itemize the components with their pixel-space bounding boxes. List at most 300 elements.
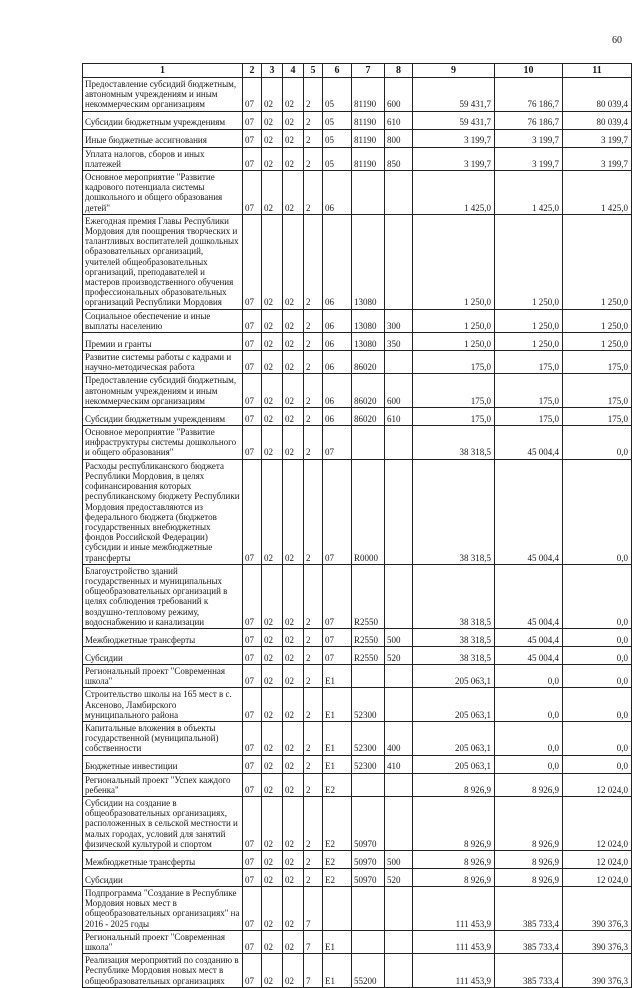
amount-cell: 59 431,7 [413,111,495,129]
code-cell: 07 [243,147,262,170]
column-header: 10 [495,64,563,78]
amount-cell: 1 250,0 [413,214,495,309]
code-cell: 13080 [352,309,385,332]
code-cell: 02 [262,564,283,628]
item-name-cell: Региональный проект "Современная школа" [83,930,243,953]
column-header: 9 [413,64,495,78]
code-cell: 07 [243,886,262,930]
code-cell: 02 [283,129,304,147]
table-row [83,628,632,646]
amount-cell: 1 250,0 [563,214,632,309]
code-cell: 07 [243,628,262,646]
code-cell [385,564,413,628]
amount-cell: 3 199,7 [413,147,495,170]
code-cell: E1 [323,954,352,988]
amount-cell: 3 199,7 [495,147,563,170]
code-cell: 800 [385,129,413,147]
code-cell [385,459,413,564]
amount-cell: 80 039,4 [563,78,632,112]
amount-cell: 8 926,9 [495,850,563,868]
item-name-cell: Субсидии на создание в общеобразовательных организациях, расположенных в сельской местности и малых городах, условий для занятий физической культурой и спортом [83,796,243,850]
code-cell: 610 [385,408,413,426]
code-cell: 520 [385,646,413,664]
amount-cell: 8 926,9 [413,868,495,886]
code-cell: 81190 [352,78,385,112]
amount-cell: 1 425,0 [413,171,495,215]
amount-cell: 45 004,4 [495,628,563,646]
code-cell: 2 [304,564,323,628]
code-cell: 02 [283,309,304,332]
code-cell: 2 [304,374,323,408]
item-name-cell: Межбюджетные трансферты [83,850,243,868]
code-cell: 2 [304,129,323,147]
code-cell: 13080 [352,333,385,351]
code-cell: 86020 [352,408,385,426]
amount-cell: 8 926,9 [495,868,563,886]
code-cell: 06 [323,309,352,332]
amount-cell: 111 453,9 [413,886,495,930]
amount-cell: 385 733,4 [495,954,563,988]
code-cell: 07 [243,374,262,408]
amount-cell: 1 425,0 [563,171,632,215]
code-cell: 02 [262,78,283,112]
code-cell: E1 [323,755,352,773]
code-cell: 02 [283,374,304,408]
table-row [83,886,632,930]
amount-cell: 8 926,9 [413,773,495,796]
amount-cell: 38 318,5 [413,459,495,564]
code-cell: 13080 [352,214,385,309]
amount-cell: 205 063,1 [413,688,495,722]
code-cell [352,930,385,953]
table-row [83,408,632,426]
amount-cell: 45 004,4 [495,646,563,664]
amount-cell: 111 453,9 [413,954,495,988]
code-cell: 07 [323,564,352,628]
amount-cell: 0,0 [563,646,632,664]
code-cell: E2 [323,868,352,886]
code-cell: 02 [262,426,283,460]
code-cell [323,886,352,930]
amount-cell: 385 733,4 [495,930,563,953]
amount-cell: 175,0 [495,374,563,408]
code-cell: 06 [323,374,352,408]
amount-cell: 1 250,0 [413,309,495,332]
code-cell: 2 [304,351,323,374]
code-cell: 02 [283,721,304,755]
amount-cell: 1 425,0 [495,171,563,215]
amount-cell: 205 063,1 [413,755,495,773]
code-cell: 02 [262,954,283,988]
amount-cell: 1 250,0 [495,214,563,309]
amount-cell: 8 926,9 [495,773,563,796]
code-cell [385,773,413,796]
item-name-cell: Расходы республиканского бюджета Республики Мордовия, в целях софинансирования которых республиканскому бюджету Республики Мордовия предоставляются из федерального бюджета (бюджетов государственных внебюджетных фондов Российской Федерации) субсидии и иные межбюджетные трансферты [83,459,243,564]
amount-cell: 3 199,7 [563,147,632,170]
code-cell: 86020 [352,374,385,408]
table-row [83,459,632,564]
amount-cell: 0,0 [563,426,632,460]
header-row [83,64,632,78]
amount-cell: 8 926,9 [413,796,495,850]
code-cell: 52300 [352,755,385,773]
code-cell: 02 [262,721,283,755]
code-cell: 2 [304,664,323,687]
column-header: 4 [283,64,304,78]
code-cell: 07 [243,171,262,215]
code-cell: 07 [323,628,352,646]
code-cell: 07 [243,78,262,112]
code-cell: 02 [262,214,283,309]
code-cell: 520 [385,868,413,886]
code-cell: E1 [323,930,352,953]
code-cell: 02 [262,755,283,773]
code-cell: 81190 [352,129,385,147]
code-cell: 02 [283,886,304,930]
column-header: 2 [243,64,262,78]
code-cell: 07 [243,214,262,309]
code-cell: 50970 [352,868,385,886]
code-cell: 07 [243,426,262,460]
code-cell [352,426,385,460]
table-row [83,129,632,147]
amount-cell: 3 199,7 [563,129,632,147]
table-row [83,426,632,460]
amount-cell: 45 004,4 [495,564,563,628]
code-cell [385,426,413,460]
code-cell: 02 [283,147,304,170]
code-cell: E2 [323,850,352,868]
code-cell: 02 [283,796,304,850]
code-cell: 7 [304,930,323,953]
code-cell: 2 [304,868,323,886]
item-name-cell: Межбюджетные трансферты [83,628,243,646]
amount-cell: 175,0 [495,408,563,426]
column-header: 11 [563,64,632,78]
item-name-cell: Субсидии [83,646,243,664]
code-cell: 2 [304,688,323,722]
table-row [83,868,632,886]
code-cell [385,796,413,850]
table-row [83,850,632,868]
code-cell: E2 [323,773,352,796]
code-cell: 02 [262,408,283,426]
code-cell [352,171,385,215]
item-name-cell: Капитальные вложения в объекты государственной (муниципальной) собственности [83,721,243,755]
table-row [83,755,632,773]
amount-cell: 38 318,5 [413,646,495,664]
table-row [83,954,632,988]
code-cell: 7 [304,954,323,988]
code-cell: 02 [262,646,283,664]
amount-cell: 12 024,0 [563,850,632,868]
item-name-cell: Благоустройство зданий государственных и муниципальных общеобразовательных организаций в целях соблюдения требований к воздушно-тепловому режиму, водоснабжению и канализации [83,564,243,628]
code-cell: 600 [385,374,413,408]
code-cell: 02 [262,930,283,953]
code-cell: 07 [323,646,352,664]
code-cell: 2 [304,646,323,664]
code-cell: 02 [283,646,304,664]
code-cell: 02 [262,111,283,129]
code-cell: 07 [243,850,262,868]
code-cell: 50970 [352,850,385,868]
code-cell [385,930,413,953]
table-row [83,721,632,755]
code-cell: 07 [243,459,262,564]
code-cell: 02 [262,886,283,930]
amount-cell: 390 376,3 [563,886,632,930]
code-cell: 02 [283,564,304,628]
code-cell: 02 [283,214,304,309]
item-name-cell: Бюджетные инвестиции [83,755,243,773]
code-cell: 06 [323,214,352,309]
amount-cell: 38 318,5 [413,426,495,460]
code-cell [385,886,413,930]
amount-cell: 38 318,5 [413,628,495,646]
code-cell: E1 [323,664,352,687]
amount-cell: 175,0 [563,374,632,408]
code-cell: 7 [304,886,323,930]
code-cell: 02 [262,129,283,147]
amount-cell: 390 376,3 [563,954,632,988]
code-cell: 02 [283,755,304,773]
code-cell: 02 [283,628,304,646]
item-name-cell: Субсидии [83,868,243,886]
code-cell: 2 [304,214,323,309]
code-cell: 07 [243,755,262,773]
amount-cell: 1 250,0 [563,333,632,351]
amount-cell: 1 250,0 [495,333,563,351]
amount-cell: 12 024,0 [563,773,632,796]
code-cell: 07 [243,646,262,664]
code-cell: 07 [243,111,262,129]
table-row [83,773,632,796]
item-name-cell: Предоставление субсидий бюджетным, автономным учреждениям и иным некоммерческим организациям [83,78,243,112]
item-name-cell: Иные бюджетные ассигнования [83,129,243,147]
amount-cell: 0,0 [563,755,632,773]
table-row [83,147,632,170]
item-name-cell: Социальное обеспечение и иные выплаты населению [83,309,243,332]
code-cell: R2550 [352,628,385,646]
code-cell: 02 [262,147,283,170]
code-cell: 2 [304,171,323,215]
code-cell: E1 [323,688,352,722]
code-cell: 2 [304,408,323,426]
code-cell: 02 [262,459,283,564]
amount-cell: 175,0 [413,351,495,374]
code-cell: 07 [243,351,262,374]
code-cell: 07 [243,664,262,687]
amount-cell: 205 063,1 [413,721,495,755]
column-header: 5 [304,64,323,78]
code-cell: 02 [283,954,304,988]
code-cell: 2 [304,850,323,868]
code-cell: 07 [323,426,352,460]
code-cell: 81190 [352,147,385,170]
code-cell: 02 [283,351,304,374]
code-cell [352,886,385,930]
amount-cell: 80 039,4 [563,111,632,129]
code-cell: 02 [283,111,304,129]
code-cell: 02 [283,171,304,215]
code-cell: 07 [323,459,352,564]
item-name-cell: Субсидии бюджетным учреждениям [83,408,243,426]
budget-table [82,63,632,988]
code-cell: 02 [262,374,283,408]
code-cell: 07 [243,333,262,351]
amount-cell: 12 024,0 [563,868,632,886]
amount-cell: 175,0 [413,374,495,408]
item-name-cell: Развитие системы работы с кадрами и научно-методическая работа [83,351,243,374]
code-cell: 350 [385,333,413,351]
amount-cell: 45 004,4 [495,459,563,564]
code-cell: 06 [323,408,352,426]
code-cell: 2 [304,111,323,129]
code-cell: 86020 [352,351,385,374]
code-cell: 02 [262,796,283,850]
table-row [83,351,632,374]
amount-cell: 3 199,7 [495,129,563,147]
code-cell [385,351,413,374]
code-cell: 02 [262,333,283,351]
amount-cell: 0,0 [495,664,563,687]
code-cell: 2 [304,333,323,351]
code-cell: 02 [262,171,283,215]
code-cell: R2550 [352,646,385,664]
code-cell: 07 [243,564,262,628]
amount-cell: 0,0 [563,664,632,687]
page-number: 60 [612,35,622,46]
table-row [83,78,632,112]
amount-cell: 1 250,0 [495,309,563,332]
code-cell: 02 [283,426,304,460]
table-row [83,333,632,351]
code-cell: 50970 [352,796,385,850]
amount-cell: 0,0 [563,564,632,628]
code-cell: 06 [323,333,352,351]
code-cell: 02 [283,688,304,722]
code-cell: 07 [243,773,262,796]
column-header: 6 [323,64,352,78]
item-name-cell: Основное мероприятие "Развитие инфраструктуры системы дошкольного и общего образования" [83,426,243,460]
column-header: 3 [262,64,283,78]
amount-cell: 38 318,5 [413,564,495,628]
table-row [83,646,632,664]
code-cell: 07 [243,930,262,953]
code-cell: R0000 [352,459,385,564]
table-row [83,796,632,850]
code-cell: 02 [262,773,283,796]
item-name-cell: Региональный проект "Успех каждого ребенка" [83,773,243,796]
item-name-cell: Строительство школы на 165 мест в с. Аксеново, Ламбирского муниципального района [83,688,243,722]
code-cell: 2 [304,426,323,460]
amount-cell: 175,0 [495,351,563,374]
amount-cell: 0,0 [563,721,632,755]
code-cell: 2 [304,773,323,796]
code-cell: 07 [243,408,262,426]
code-cell [385,214,413,309]
code-cell: 850 [385,147,413,170]
amount-cell: 175,0 [563,408,632,426]
amount-cell: 1 250,0 [563,309,632,332]
amount-cell: 175,0 [563,351,632,374]
amount-cell: 205 063,1 [413,664,495,687]
code-cell: 02 [283,459,304,564]
code-cell: 05 [323,111,352,129]
amount-cell: 0,0 [563,459,632,564]
code-cell: R2550 [352,564,385,628]
code-cell [385,664,413,687]
code-cell: 07 [243,129,262,147]
amount-cell: 175,0 [413,408,495,426]
code-cell: 07 [243,954,262,988]
column-header: 7 [352,64,385,78]
item-name-cell: Реализация мероприятий по созданию в Республике Мордовия новых мест в общеобразовательных организациях [83,954,243,988]
code-cell: 610 [385,111,413,129]
amount-cell: 1 250,0 [413,333,495,351]
amount-cell: 0,0 [495,755,563,773]
code-cell: 02 [283,850,304,868]
amount-cell: 45 004,4 [495,426,563,460]
code-cell: 2 [304,755,323,773]
code-cell: 410 [385,755,413,773]
code-cell: 2 [304,459,323,564]
item-name-cell: Субсидии бюджетным учреждениям [83,111,243,129]
code-cell: 06 [323,171,352,215]
table-row [83,374,632,408]
code-cell: 05 [323,78,352,112]
code-cell: 02 [262,309,283,332]
code-cell: 400 [385,721,413,755]
item-name-cell: Подпрограмма "Создание в Республике Мордовия новых мест в общеобразовательных организациях" на 2016 - 2025 годы [83,886,243,930]
amount-cell: 76 186,7 [495,78,563,112]
table-body [83,78,632,988]
code-cell: 300 [385,309,413,332]
code-cell: 2 [304,628,323,646]
code-cell: 05 [323,129,352,147]
code-cell [352,773,385,796]
item-name-cell: Предоставление субсидий бюджетным, автономным учреждениям и иным некоммерческим организациям [83,374,243,408]
item-name-cell: Ежегодная премия Главы Республики Мордовия для поощрения творческих и талантливых воспитателей дошкольных образовательных организаций, учителей общеобразовательных организаций, преподавателей и мастеров производственного обучения профессиональных образовательных организаций Республики Мордовия [83,214,243,309]
amount-cell: 12 024,0 [563,796,632,850]
code-cell: 07 [243,721,262,755]
item-name-cell: Уплата налогов, сборов и иных платежей [83,147,243,170]
table-row [83,309,632,332]
code-cell: 02 [262,351,283,374]
code-cell: 02 [262,850,283,868]
amount-cell: 385 733,4 [495,886,563,930]
code-cell: 07 [243,309,262,332]
table-row [83,171,632,215]
amount-cell: 0,0 [563,628,632,646]
code-cell: 02 [283,868,304,886]
code-cell: 02 [283,930,304,953]
code-cell [385,171,413,215]
table-row [83,564,632,628]
code-cell: 02 [283,78,304,112]
code-cell: 500 [385,628,413,646]
code-cell: 02 [262,628,283,646]
amount-cell: 8 926,9 [413,850,495,868]
table-row [83,930,632,953]
code-cell: E1 [323,721,352,755]
item-name-cell: Региональный проект "Современная школа" [83,664,243,687]
code-cell: 52300 [352,721,385,755]
amount-cell: 0,0 [495,688,563,722]
amount-cell: 76 186,7 [495,111,563,129]
code-cell: 02 [283,664,304,687]
code-cell: 02 [283,408,304,426]
